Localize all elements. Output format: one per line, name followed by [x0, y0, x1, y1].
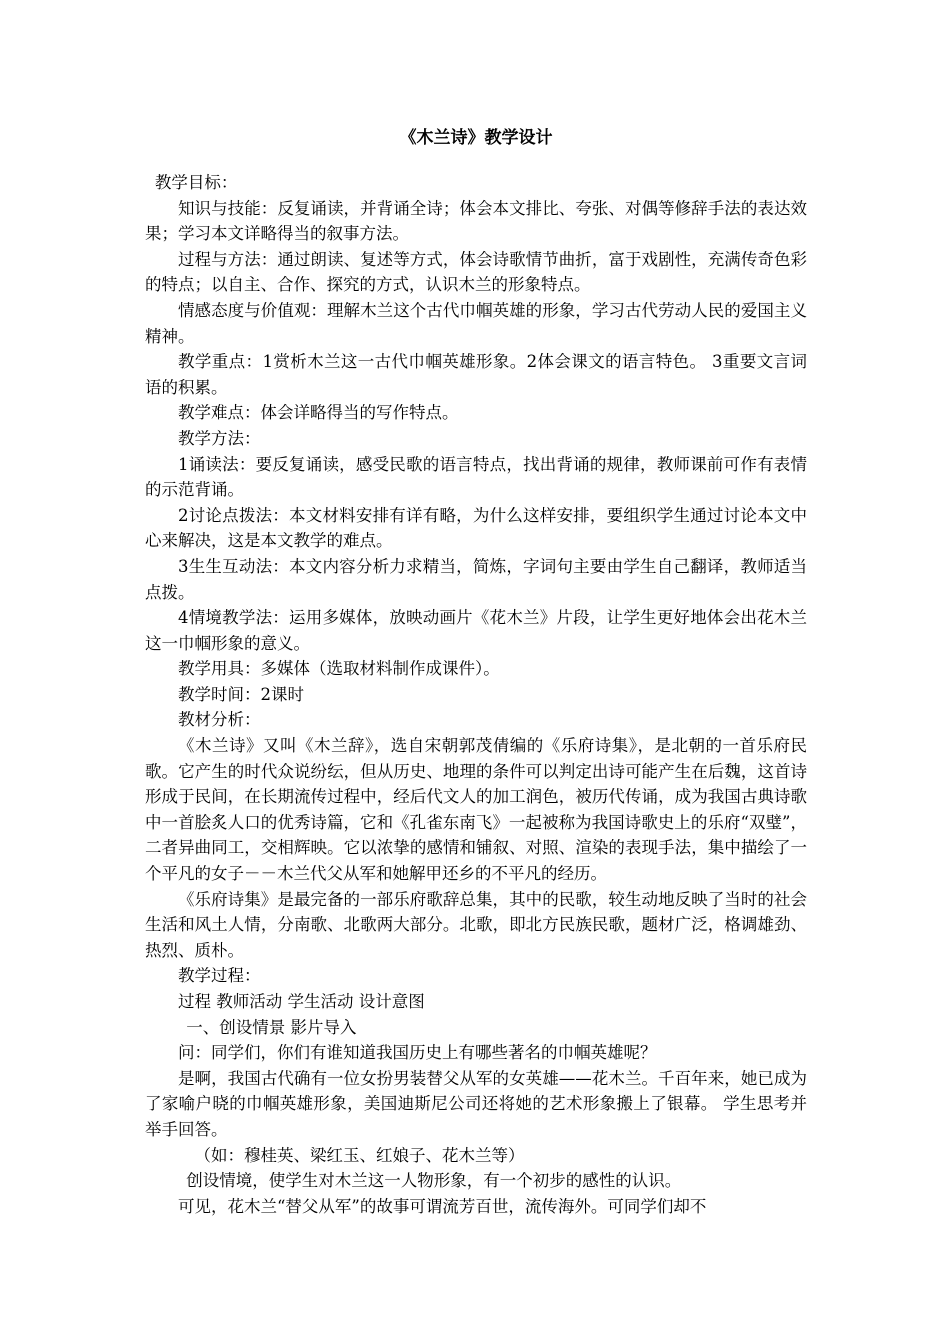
document-title: 《木兰诗》教学设计	[399, 128, 553, 148]
paragraph-objectives-heading: 教学目标：	[154, 173, 238, 192]
paragraph-emotion-values: 情感态度与价值观：理解木兰这个古代巾帼英雄的形象，学习古代劳动人民的爱国主义精神。	[145, 300, 807, 346]
paragraph-mulan-intro: 是啊，我国古代确有一位女扮男装替父从军的女英雄——花木兰。千百年来，她已成为了家喻户晓的巾帼英雄形象，美国迪斯尼公司还将她的艺术形象搬上了银幕。 学生思考并举手回答。	[145, 1068, 807, 1139]
paragraph-key-points: 教学重点：1赏析木兰这一古代巾帼英雄形象。2体会课文的语言特色。 3重要文言词语的积累。	[145, 352, 807, 397]
paragraph-method-3: 3生生互动法：本文内容分析力求精当，简炼，字词句主要由学生自己翻译，教师适当点拨。	[145, 556, 807, 602]
paragraph-design-intent: 创设情境，使学生对木兰这一人物形象，有一个初步的感性的认识。	[186, 1171, 682, 1191]
paragraph-continuation: 可见，花木兰“替父从军”的故事可谓流芳百世，流传海外。可同学们却不	[178, 1196, 707, 1216]
paragraph-process-method: 过程与方法：通过朗读、复述等方式，体会诗歌情节曲折，富于戏剧性，充满传奇色彩的特点；以自主、合作、探究的方式，认识木兰的形象特点。	[145, 249, 807, 295]
paragraph-examples: （如：穆桂英、梁红玉、红娘子、花木兰等）	[194, 1145, 525, 1165]
document-page	[145, 128, 807, 1219]
paragraph-material-analysis-1: 《木兰诗》又叫《木兰辞》，选自宋朝郭茂倩编的《乐府诗集》，是北朝的一首乐府民歌。它产生的时代众说纷纭，但从历史、地理的条件可以判定出诗可能产生在后魏，这首诗形成于民间，在长期流传过程中，经后代文人的加工润色，被历代传诵，成为我国古典诗歌中一首脍炙人口的优秀诗篇，它和《孔雀东南飞》一起被称为我国诗歌史上的乐府“双璧”，二者异曲同工，交相辉映。它以浓挚的感情和铺叙、对照、渲染的表现手法，集中描绘了一个平凡的女子－－木兰代父从军和她解甲还乡的不平凡的经历。	[145, 736, 807, 884]
paragraph-methods-heading: 教学方法：	[178, 428, 261, 448]
paragraph-method-1: 1诵读法：要反复诵读，感受民歌的语言特点，找出背诵的规律，教师课前可作有表情的示范背诵。	[145, 454, 807, 500]
paragraph-step-1-heading: 一、创设情景 影片导入	[186, 1017, 357, 1037]
paragraph-knowledge-skills: 知识与技能：反复诵读，并背诵全诗；体会本文排比、夸张、对偶等修辞手法的表达效果；学习本文详略得当的叙事方法。	[145, 198, 807, 244]
paragraph-material-heading: 教材分析：	[178, 710, 261, 730]
paragraph-process-table-header: 过程 教师活动 学生活动 设计意图	[178, 992, 425, 1011]
paragraph-teaching-tools: 教学用具：多媒体（选取材料制作成课件）。	[178, 659, 500, 679]
paragraph-material-analysis-2: 《乐府诗集》是最完备的一部乐府歌辞总集，其中的民歌，较生动地反映了当时的社会生活和风土人情，分南歌、北歌两大部分。北歌，即北方民族民歌，题材广泛，格调雄劲、热烈、质朴。	[145, 889, 807, 960]
paragraph-question: 问：同学们，你们有谁知道我国历史上有哪些著名的巾帼英雄呢？	[178, 1043, 657, 1063]
paragraph-teaching-time: 教学时间：2课时	[178, 684, 304, 704]
paragraph-method-2: 2讨论点拨法：本文材料安排有详有略，为什么这样安排，要组织学生通过讨论本文中心来解决，这是本文教学的难点。	[145, 505, 807, 551]
paragraph-process-heading: 教学过程：	[178, 966, 261, 986]
paragraph-method-4: 4情境教学法：运用多媒体，放映动画片《花木兰》片段，让学生更好地体会出花木兰这一巾帼形象的意义。	[145, 608, 807, 653]
paragraph-difficulties: 教学难点：体会详略得当的写作特点。	[178, 403, 459, 423]
